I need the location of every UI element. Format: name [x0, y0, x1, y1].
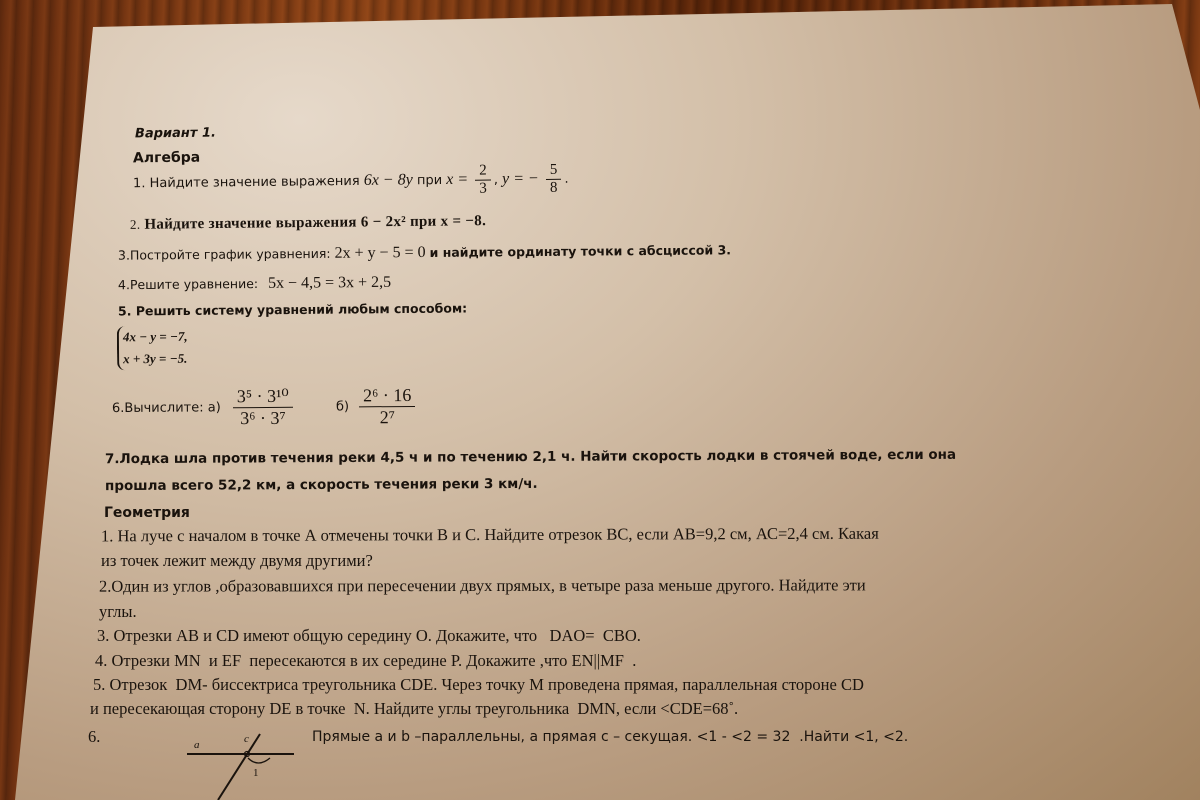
- algebra-task-7-line-2: прошла всего 52,2 км, а скорость течения реки 3 км/ч.: [104, 475, 538, 495]
- geometry-task-6-number: 6.: [88, 727, 101, 746]
- task-expression: 2x + y − 5 = 0: [334, 243, 426, 262]
- part-b-label: б): [335, 399, 350, 415]
- task-number: 3.: [117, 247, 131, 263]
- task-text: Решить систему уравнений любым способом:: [135, 300, 468, 319]
- x-label: x =: [446, 170, 469, 188]
- variant-title: Вариант 1.: [134, 125, 216, 142]
- algebra-task-1: 1. Найдите значение выражения 6x − 8y при x = $\frac{2}{3}$ , y = − $\frac{5}{8}$ .: [132, 161, 569, 197]
- algebra-task-3: [118, 241, 731, 264]
- task-condition-word: при: [416, 173, 443, 189]
- task-text: Найдите значение выражения: [149, 173, 360, 192]
- geometry-task-2-line-1: 2.Один из углов ,образовавшихся при пересечении двух прямых, в четыре раза меньше другого. Найдите эти: [98, 575, 866, 596]
- algebra-task-2: [130, 213, 486, 234]
- task-text: Решите уравнение:: [129, 275, 259, 293]
- label-a: a: [194, 739, 200, 751]
- task-expression: 6x − 8y: [363, 171, 413, 189]
- task-text: Найдите значение выражения: [144, 214, 357, 233]
- angle-1-arc: [248, 758, 270, 763]
- geometry-task-5-line-2: и пересекающая сторону DE в точке N. Найдите углы треугольника DMN, если <CDE=68˚.: [90, 699, 739, 718]
- task-number: 4.: [117, 277, 131, 293]
- geometry-task-4: 4. Отрезки MN и EF пересекаются в их середине Р. Докажите ,что EN||MF .: [95, 651, 637, 670]
- parallel-lines-diagram: [170, 720, 320, 800]
- task-text: Вычислите:: [124, 400, 204, 416]
- equation-system: [117, 326, 188, 371]
- fraction-b: $\frac{\text{2⁶ · 16}}{\text{2⁷}}$: [359, 385, 416, 428]
- algebra-task-6: [112, 385, 419, 430]
- y-fraction: $\frac{5}{8}$: [546, 162, 562, 197]
- task-number: 1.: [132, 176, 146, 192]
- equation-2: x + 3y = −5.: [123, 350, 188, 367]
- geometry-task-2-line-2: углы.: [99, 602, 137, 621]
- y-label: y = −: [501, 170, 539, 188]
- x-fraction: $\frac{2}{3}$: [475, 163, 491, 198]
- algebra-task-4: [118, 274, 391, 294]
- task-text-2: и найдите ординату точки с абсциссой 3.: [429, 242, 732, 260]
- part-a-label: а): [207, 400, 221, 416]
- fraction-a: $\frac{\text{3⁵ · 3¹⁰}}{\text{3⁶ · 3⁷}}$: [233, 386, 293, 429]
- geometry-task-1-line-2: из точек лежит между двумя другими?: [101, 551, 373, 570]
- algebra-heading: Алгебра: [132, 149, 201, 167]
- task-number: 6.: [111, 400, 125, 417]
- task-text: Постройте график уравнения:: [129, 245, 331, 263]
- algebra-task-5: [118, 300, 467, 318]
- task-expression: 6 − 2x² при x = −8.: [360, 213, 487, 231]
- geometry-task-5-line-1: 5. Отрезок DM- биссектриса треугольника CDE. Через точку М проведена прямая, параллельная стороне CD: [93, 675, 864, 694]
- equation-1: 4x − y = −7,: [122, 328, 188, 345]
- task-number: 2.: [129, 216, 141, 232]
- algebra-task-7-line-1: 7.Лодка шла против течения реки 4,5 ч и по течению 2,1 ч. Найти скорость лодки в стоячей воде, если она: [104, 446, 957, 468]
- task-expression: 5x − 4,5 = 3x + 2,5: [267, 273, 392, 292]
- task-number: 5.: [117, 303, 132, 319]
- geometry-task-1-line-1: 1. На луче с началом в точке А отмечены точки В и С. Найдите отрезок ВС, если АВ=9,2 см, АС=2,4 см. Какая: [100, 523, 879, 546]
- label-angle-1: 1: [253, 767, 259, 779]
- geometry-heading: Геометрия: [104, 505, 190, 521]
- label-c: c: [244, 733, 249, 745]
- geometry-task-3: 3. Отрезки АВ и CD имеют общую середину О. Докажите, что DAO= CBO.: [97, 626, 641, 645]
- geometry-task-6-text: Прямые a и b –параллельны, а прямая c – секущая. <1 - <2 = 32 .Найти <1, <2.: [312, 729, 909, 745]
